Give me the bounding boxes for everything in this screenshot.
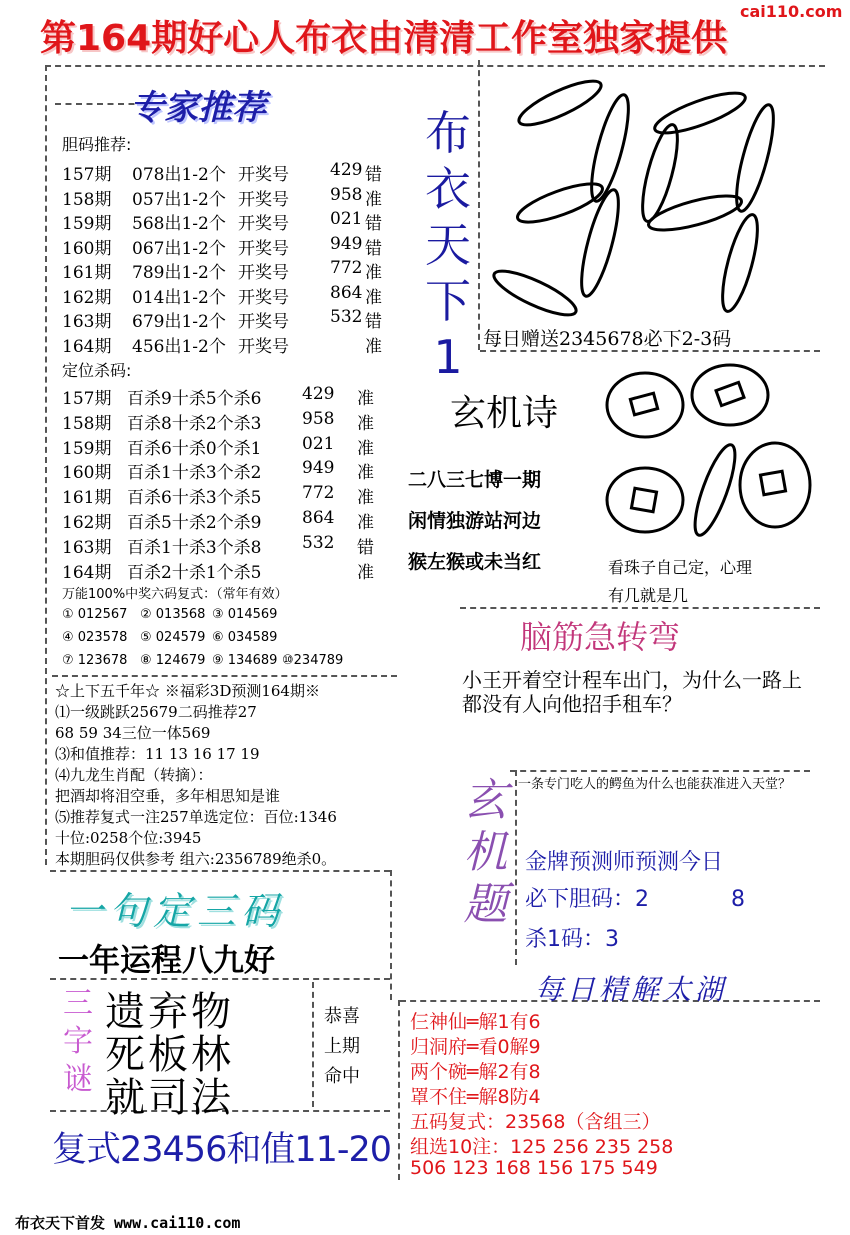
- kill-result: 958: [302, 408, 335, 429]
- gold-dan-second: 8: [731, 887, 745, 912]
- big-number-art: [490, 68, 790, 318]
- dan-result: 864: [330, 282, 363, 303]
- kill-pick: 百杀6十杀0个杀1: [127, 438, 262, 459]
- kill-pick: 百杀2十杀1个杀5: [127, 562, 262, 583]
- brain-teaser-title: 脑筋急转弯: [520, 618, 681, 656]
- dan-pick: 014出1-2个: [132, 287, 226, 308]
- poem-line: 二八三七博一期: [408, 469, 542, 491]
- divider: [478, 60, 480, 350]
- poem-line: 猴左猴或未当红: [408, 551, 542, 573]
- info-line: ⑴一级跳跃25679二码推荐27: [55, 703, 257, 721]
- dan-label: 开奖号: [238, 189, 289, 210]
- combo-item: ② 013568: [140, 607, 206, 622]
- dan-label: 开奖号: [238, 165, 289, 185]
- info-line: 十位:0258个位:3945: [55, 829, 202, 847]
- pearls-hint: 看珠子自己定，心理: [608, 558, 753, 577]
- coins-art: [600, 360, 820, 545]
- page-title: 第164期好心人布衣由清清工作室独家提供: [40, 18, 728, 59]
- dan-pick: 456出1-2个: [132, 336, 226, 357]
- dan-pick: 789出1-2个: [132, 263, 226, 283]
- kill-pick: 百杀8十杀2个杀3: [127, 413, 262, 434]
- kill-pick: 百杀5十杀2个杀9: [127, 513, 262, 533]
- vertical-char: 谜: [63, 1062, 93, 1097]
- kill-issue: 159期: [62, 438, 112, 459]
- kill-issue: 158期: [62, 413, 112, 434]
- kill-status: 准: [357, 413, 374, 434]
- fortune-line: 一年运程八九好: [58, 943, 275, 979]
- dan-issue: 159期: [62, 214, 112, 234]
- dan-label: 开奖号: [238, 312, 289, 332]
- dan-issue: 164期: [62, 336, 112, 357]
- dan-pick: 568出1-2个: [132, 214, 226, 234]
- taihu-line: 506 123 168 156 175 549: [410, 1157, 658, 1179]
- dan-issue: 158期: [62, 189, 112, 210]
- combo-item: ⑧ 124679: [140, 653, 206, 668]
- vertical-char: 字: [63, 1024, 93, 1059]
- compound-bet-line: 复式23456和值11-20: [52, 1130, 392, 1170]
- dan-result: 949: [330, 233, 363, 254]
- kill-issue: 163期: [62, 537, 112, 558]
- info-line: ⑸推荐复式一注257单选定位：百位:1346: [55, 808, 337, 826]
- combo-item: ⑨ 134689: [212, 653, 278, 668]
- dan-pick: 067出1-2个: [132, 238, 226, 259]
- vertical-char: 玄: [463, 775, 508, 826]
- big-number-text: 39: [490, 68, 492, 69]
- kill-label: 定位杀码:: [62, 361, 132, 380]
- divider: [515, 770, 517, 965]
- divider: [312, 982, 314, 1107]
- pearls-hint: 有几就是几: [608, 586, 689, 605]
- dan-issue: 162期: [62, 287, 112, 308]
- kill-pick: 百杀6十杀3个杀5: [127, 488, 262, 509]
- taihu-line: 两个碗═解2有8: [410, 1061, 541, 1083]
- dan-status: 错: [365, 312, 382, 332]
- riddle-word: 遗弃物: [105, 989, 234, 1035]
- info-line: 本期胆码仅供参考 组六:2356789绝杀0。: [55, 850, 337, 868]
- footer-text[interactable]: 布衣天下首发 www.cai110.com: [15, 1214, 241, 1232]
- combo-item: ① 012567: [62, 607, 128, 622]
- kill-result: 021: [302, 433, 335, 454]
- kill-pick: 百杀9十杀5个杀6: [127, 389, 262, 409]
- dan-label: 开奖号: [238, 336, 289, 357]
- kill-status: 准: [357, 438, 374, 459]
- kill-result: 532: [302, 532, 335, 553]
- divider: [45, 65, 825, 67]
- three-char-riddle-label: [58, 985, 98, 1099]
- vertical-char: 机: [463, 827, 508, 878]
- dan-result: 772: [330, 258, 363, 278]
- info-line: ⑷九龙生肖配（转摘）：: [55, 766, 213, 784]
- info-line: ☆上下五千年☆ ※福彩3D预测164期※: [55, 682, 320, 700]
- dan-label: 开奖号: [238, 238, 289, 259]
- combo-item: ⑩234789: [282, 653, 344, 668]
- dan-status: 错: [365, 238, 382, 259]
- riddle-question: 一条专门吃人的鳄鱼为什么也能获准进入天堂？: [518, 777, 792, 792]
- kill-result: 429: [302, 384, 335, 404]
- divider: [510, 770, 810, 772]
- taihu-line: 组选10注：125 256 235 258: [410, 1136, 674, 1158]
- expert-title: 专家推荐: [130, 88, 266, 128]
- poem-line: 闲情独游站河边: [408, 510, 542, 532]
- dan-status: 错: [365, 165, 382, 185]
- kill-status: 准: [357, 513, 374, 533]
- congrats-line: 上期: [324, 1036, 360, 1057]
- vertical-char: 天: [425, 218, 471, 272]
- combo-item: ③ 014569: [212, 607, 278, 622]
- kill-pick: 百杀1十杀3个杀2: [127, 463, 262, 484]
- vertical-char: 1: [433, 330, 463, 384]
- dan-issue: 160期: [62, 238, 112, 259]
- kill-status: 准: [357, 389, 374, 409]
- congrats-line: 命中: [324, 1066, 360, 1087]
- vertical-char: 布: [425, 106, 471, 160]
- dan-label: 胆码推荐:: [62, 135, 132, 154]
- divider: [45, 65, 47, 865]
- dan-status: 错: [365, 214, 382, 234]
- kill-result: 949: [302, 458, 335, 479]
- gold-dan-line: [525, 882, 745, 913]
- dan-issue: 161期: [62, 263, 112, 283]
- six-codes-title: 万能100%中奖六码复式：（常年有效）: [62, 587, 288, 602]
- kill-status: 准: [357, 562, 374, 583]
- taihu-line: 归洞府═看0解9: [410, 1036, 541, 1058]
- combo-item: ④ 023578: [62, 630, 128, 645]
- riddle-vertical-title: [458, 775, 513, 931]
- dan-status: 准: [365, 287, 382, 308]
- vertical-char: 下: [425, 274, 471, 328]
- kill-status: 准: [357, 488, 374, 509]
- kill-result: 772: [302, 483, 335, 504]
- divider: [398, 1000, 400, 1180]
- kill-status: 错: [357, 537, 374, 558]
- three-code-title: 一句定三码: [65, 889, 286, 933]
- taihu-line: 罩不住═解8防4: [410, 1086, 541, 1108]
- divider: [50, 870, 390, 872]
- combo-item: ⑥ 034589: [212, 630, 278, 645]
- info-line: 68 59 34三位一体569: [55, 724, 211, 742]
- kill-issue: 162期: [62, 513, 112, 533]
- dan-status: 准: [365, 336, 382, 357]
- vertical-char: 三: [63, 986, 93, 1021]
- divider: [52, 675, 397, 677]
- kill-result: 864: [302, 508, 335, 528]
- taihu-line: 五码复式：23568（含组三）: [410, 1111, 661, 1133]
- combo-item: ⑤ 024579: [140, 630, 206, 645]
- riddle-word: 死板林: [105, 1032, 234, 1078]
- gold-kill-line: 杀1码：3: [525, 927, 619, 952]
- congrats-line: 恭喜: [324, 1006, 360, 1027]
- dan-label: 开奖号: [238, 287, 289, 308]
- dan-result: 532: [330, 307, 363, 327]
- dan-result: 429: [330, 160, 363, 180]
- site-logo[interactable]: cai110.com: [740, 2, 843, 21]
- brain-teaser-question: 小王开着空计程车出门，为什么一路上都没有人向他招手租车？: [462, 668, 802, 716]
- kill-issue: 164期: [62, 562, 112, 583]
- poem-title: 玄机诗: [450, 393, 559, 434]
- dan-status: 准: [365, 189, 382, 210]
- dan-result: 958: [330, 184, 363, 205]
- kill-pick: 百杀1十杀3个杀8: [127, 537, 262, 558]
- combo-item: ⑦ 123678: [62, 653, 128, 668]
- dan-status: 准: [365, 263, 382, 283]
- dan-pick: 679出1-2个: [132, 312, 226, 332]
- kill-issue: 161期: [62, 488, 112, 509]
- divider: [460, 607, 820, 609]
- buyi-vertical-title: [418, 105, 478, 385]
- gold-predictor-title: 金牌预测师预测今日: [525, 850, 724, 875]
- dan-label: 开奖号: [238, 214, 289, 234]
- kill-issue: 157期: [62, 389, 112, 409]
- kill-issue: 160期: [62, 463, 112, 484]
- divider: [390, 870, 392, 1000]
- kill-status: 准: [357, 463, 374, 484]
- dan-result: 021: [330, 209, 363, 229]
- daily-gift-text: 每日赠送2345678必下2-3码: [483, 328, 732, 350]
- gold-dan-label: 必下胆码：2: [525, 887, 649, 912]
- dan-pick: 078出1-2个: [132, 165, 226, 185]
- info-line: ⑶和值推荐：11 13 16 17 19: [55, 745, 260, 763]
- vertical-char: 题: [463, 879, 508, 930]
- dan-pick: 057出1-2个: [132, 189, 226, 210]
- dan-issue: 157期: [62, 165, 112, 185]
- vertical-char: 衣: [425, 162, 471, 216]
- info-line: 把酒却将泪空垂，多年相思知是谁: [55, 787, 281, 805]
- dan-issue: 163期: [62, 312, 112, 332]
- dan-label: 开奖号: [238, 263, 289, 283]
- taihu-line: 仨神仙═解1有6: [410, 1011, 541, 1033]
- taihu-title: 每日精解太湖: [535, 973, 728, 1006]
- riddle-word: 就司法: [105, 1075, 234, 1121]
